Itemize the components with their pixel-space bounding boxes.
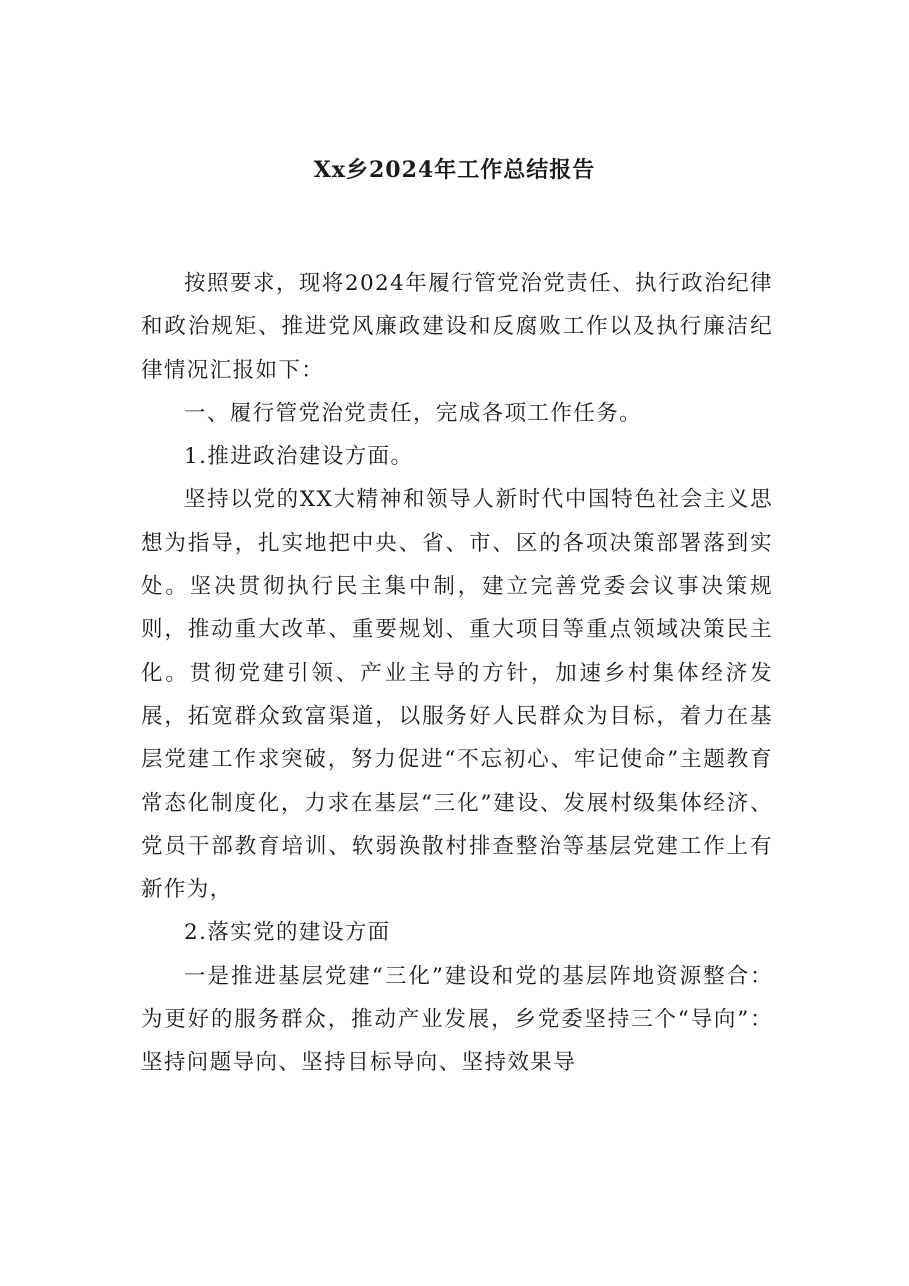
subsection-heading-1: 1.推进政治建设方面。 <box>184 444 414 470</box>
paragraph-political-building: 坚持以党的XX大精神和领导人新时代中国特色社会主义思想为指导，扎实地把中央、省、市、区的各项决策部署落到实处。坚决贯彻执行民主集中制，建立完善党委会议事决策规则，推动重大改革、重要规划、重大项目等重点领域决策民主化。贯彻党建引领、产业主导的方针，加速乡村集体经济发展，拓宽群众致富渠道，以服务好人民群众为目标，着力在基层党建工作求突破，努力促进“不忘初心、牢记使命”主题教育常态化制度化，力求在基层“三化”建设、发展村级集体经济、党员干部教育培训、软弱涣散村排查整治等基层党建工作上有新作为， <box>141 487 773 903</box>
section-heading-1: 一、履行管党治党责任，完成各项工作任务。 <box>184 400 643 426</box>
subsection-heading-2: 2.落实党的建设方面 <box>184 920 391 946</box>
paragraph-intro: 按照要求，现将2024年履行管党治党责任、执行政治纪律和政治规矩、推进党风廉政建设和反腐败工作以及执行廉洁纪律情况汇报如下： <box>141 271 773 383</box>
document-body <box>141 262 773 1085</box>
paragraph-party-building: 一是推进基层党建“三化”建设和党的基层阵地资源整合：为更好的服务群众，推动产业发展，乡党委坚持三个“导向”：坚持问题导向、坚持目标导向、坚持效果导 <box>141 963 773 1076</box>
document-title: Xx乡2024年工作总结报告 <box>313 157 596 183</box>
